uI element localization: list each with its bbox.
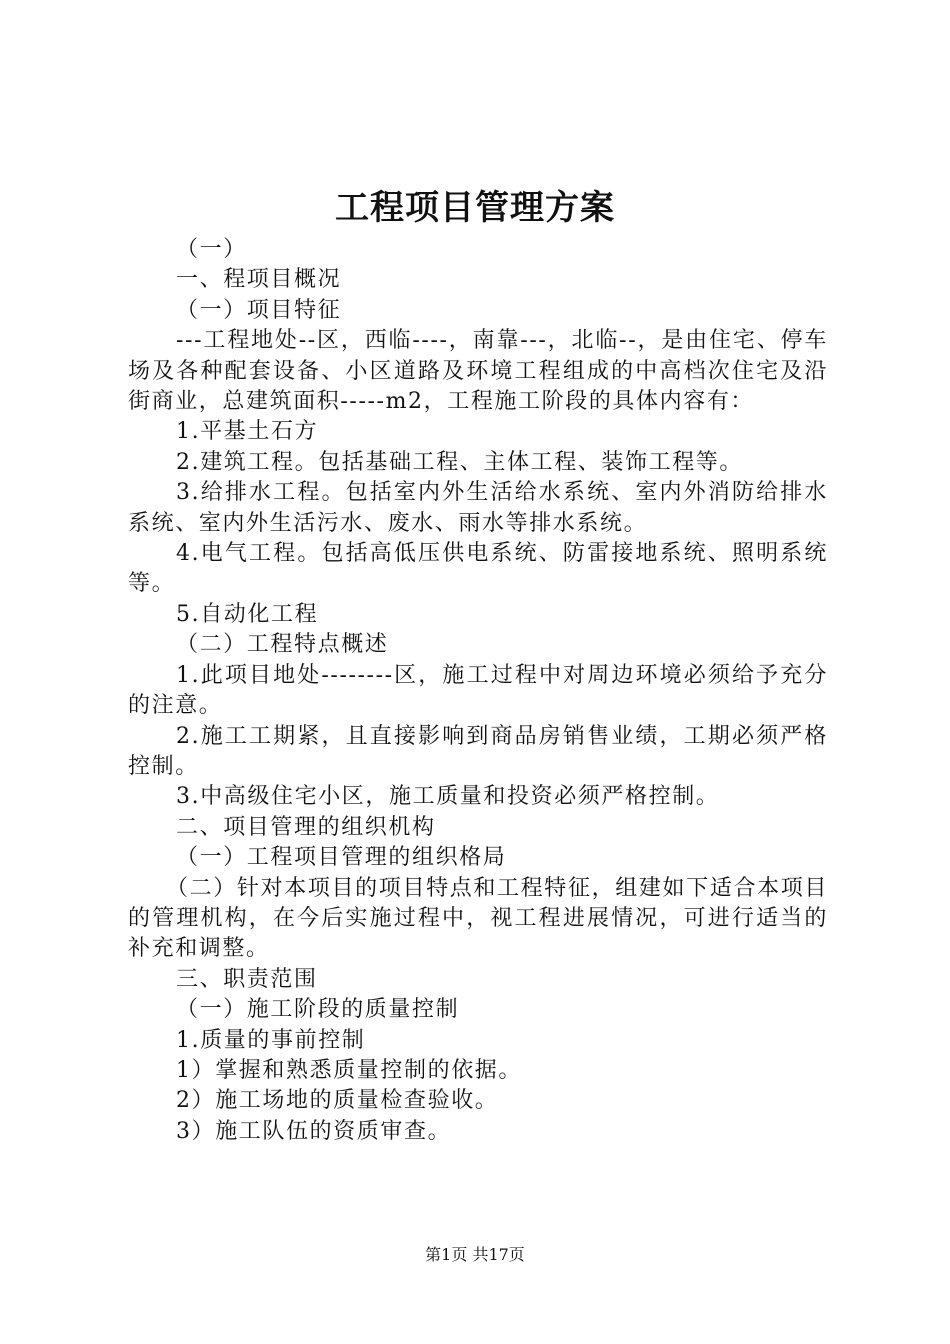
subheading-project-features: （一）项目特征 [176,297,342,323]
paragraph-management-structure: （二）针对本项目的项目特点和工程特征，组建如下适合本项目的管理机构，在今后实施过程中，视工程进展情况，可进行适当的补充和调整。 [128,875,828,962]
paragraph-project-location: ---工程地处--区，西临----，南靠---，北临--，是由住宅、停车场及各种配套设备、小区道路及环境工程组成的中高档次住宅及沿街商业，总建筑面积-----m2，工程施工阶段的具体内容有： [128,328,828,415]
subheading-project-characteristics: （二）工程特点概述 [176,632,389,658]
list-item-plumbing-works: 3.给排水工程。包括室内外生活给水系统、室内外消防给排水系统、室内外生活污水、废水、雨水等排水系统。 [128,480,828,536]
list-item-earthwork: 1.平基土石方 [176,419,319,445]
list-item-site-inspection: 2）施工场地的质量检查验收。 [176,1088,499,1114]
list-item-surroundings: 1.此项目地处--------区，施工过程中对周边环境必须给予充分的注意。 [128,662,828,719]
list-item-team-qualification: 3）施工队伍的资质审查。 [176,1118,452,1144]
list-item-quality-investment: 3.中高级住宅小区，施工质量和投资必须严格控制。 [176,784,720,810]
heading-responsibilities: 三、职责范围 [176,966,318,992]
subheading-quality-control: （一）施工阶段的质量控制 [176,997,460,1023]
paragraph-section-marker: （一） [176,237,247,262]
list-item-electrical-works: 4.电气工程。包括高低压供电系统、防雷接地系统、照明系统等。 [128,541,828,597]
heading-organization: 二、项目管理的组织机构 [176,814,436,840]
list-item-pre-control: 1.质量的事前控制 [176,1027,366,1053]
list-item-schedule: 2.施工工期紧，且直接影响到商品房销售业绩，工期必须严格控制。 [128,723,828,779]
list-item-control-basis: 1）掌握和熟悉质量控制的依据。 [176,1057,522,1083]
page-number: 第1页 共17页 [425,1245,525,1264]
subheading-organization-layout: （一）工程项目管理的组织格局 [176,845,507,871]
heading-project-overview: 一、程项目概况 [176,267,342,293]
list-item-building-works: 2.建筑工程。包括基础工程、主体工程、装饰工程等。 [176,449,743,475]
document-title: 工程项目管理方案 [335,188,615,228]
list-item-automation-works: 5.自动化工程 [176,601,319,627]
document-body [128,235,828,1147]
